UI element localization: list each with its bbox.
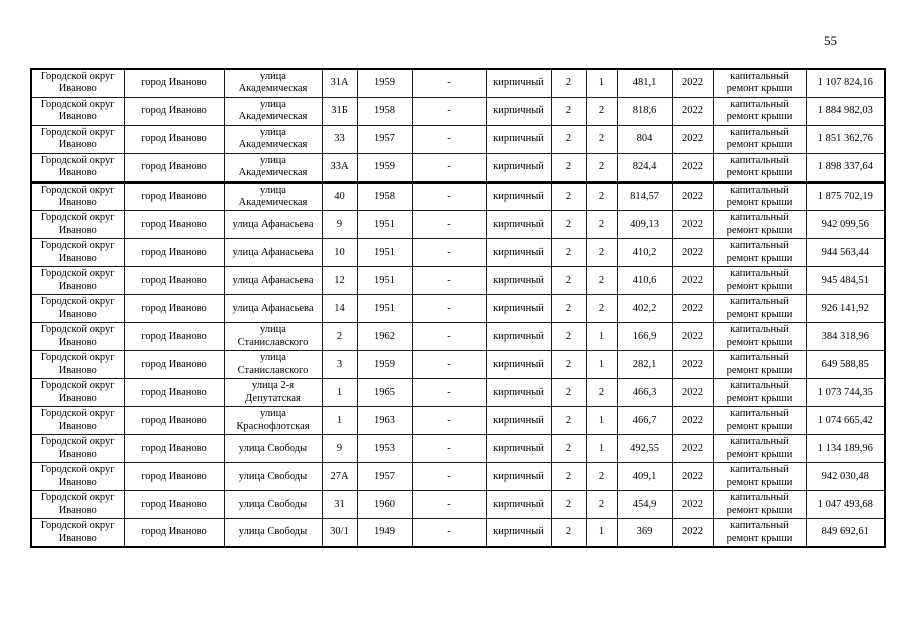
table-cell: 27А <box>322 463 357 491</box>
table-cell: 2 <box>551 97 586 125</box>
table-cell: - <box>412 211 486 239</box>
table-cell: город Иваново <box>124 125 224 153</box>
table-cell: капитальный ремонт крыши <box>713 182 806 211</box>
table-row <box>31 379 885 407</box>
table-cell: кирпичный <box>486 435 551 463</box>
table-cell: капитальный ремонт крыши <box>713 463 806 491</box>
table-cell: улица Академическая <box>224 125 322 153</box>
table-cell: 2 <box>551 323 586 351</box>
table-cell: 40 <box>322 182 357 211</box>
table-cell: 1951 <box>357 239 412 267</box>
table-cell: 1 <box>586 435 617 463</box>
table-cell: улица Свободы <box>224 463 322 491</box>
table-cell: 1951 <box>357 295 412 323</box>
table-cell: кирпичный <box>486 69 551 97</box>
table-cell: улица Афанасьева <box>224 211 322 239</box>
table-cell: капитальный ремонт крыши <box>713 519 806 547</box>
table-cell: 2 <box>586 267 617 295</box>
table-cell: город Иваново <box>124 211 224 239</box>
table-cell: 409,1 <box>617 463 672 491</box>
table-cell: город Иваново <box>124 463 224 491</box>
table-cell: 2022 <box>672 69 713 97</box>
table-row <box>31 435 885 463</box>
table-cell: 2 <box>551 379 586 407</box>
table-cell: улица Академическая <box>224 97 322 125</box>
table-cell: 818,6 <box>617 97 672 125</box>
table-cell: Городской округ Иваново <box>31 239 124 267</box>
table-cell: город Иваново <box>124 69 224 97</box>
table-cell: кирпичный <box>486 267 551 295</box>
table-row <box>31 211 885 239</box>
table-cell: 1 <box>586 519 617 547</box>
table-cell: 33 <box>322 125 357 153</box>
table-cell: 1 851 362,76 <box>806 125 885 153</box>
table-cell: кирпичный <box>486 125 551 153</box>
table-cell: улица Афанасьева <box>224 295 322 323</box>
table-cell: 454,9 <box>617 491 672 519</box>
table-cell: 1 074 665,42 <box>806 407 885 435</box>
table-cell: 2022 <box>672 379 713 407</box>
table-cell: 2 <box>551 211 586 239</box>
table-cell: улица Академическая <box>224 182 322 211</box>
table-cell: 1 073 744,35 <box>806 379 885 407</box>
table-cell: 1 <box>586 351 617 379</box>
table-cell: город Иваново <box>124 97 224 125</box>
table-cell: 31Б <box>322 97 357 125</box>
table-cell: 2022 <box>672 125 713 153</box>
table-cell: - <box>412 267 486 295</box>
table-cell: 942 099,56 <box>806 211 885 239</box>
table-cell: 649 588,85 <box>806 351 885 379</box>
table-cell: город Иваново <box>124 491 224 519</box>
table-cell: город Иваново <box>124 351 224 379</box>
table-cell: капитальный ремонт крыши <box>713 295 806 323</box>
table-cell: 2022 <box>672 295 713 323</box>
table-cell: капитальный ремонт крыши <box>713 69 806 97</box>
table-cell: - <box>412 153 486 182</box>
table-cell: 1958 <box>357 97 412 125</box>
table-cell: 1959 <box>357 69 412 97</box>
table-cell: 1965 <box>357 379 412 407</box>
table-cell: кирпичный <box>486 153 551 182</box>
table-cell: 1957 <box>357 125 412 153</box>
table-cell: 31А <box>322 69 357 97</box>
table-cell: 1 <box>322 407 357 435</box>
table-row <box>31 125 885 153</box>
table-cell: Городской округ Иваново <box>31 153 124 182</box>
table-row <box>31 182 885 211</box>
table-cell: кирпичный <box>486 379 551 407</box>
table-cell: 2 <box>322 323 357 351</box>
page-number: 55 <box>824 33 837 48</box>
table-cell: кирпичный <box>486 407 551 435</box>
table-cell: город Иваново <box>124 519 224 547</box>
table-cell: город Иваново <box>124 323 224 351</box>
table-cell: 2 <box>586 491 617 519</box>
table-cell: 945 484,51 <box>806 267 885 295</box>
table-cell: 466,3 <box>617 379 672 407</box>
table-row <box>31 69 885 97</box>
table-cell: 2 <box>551 519 586 547</box>
table-cell: 2022 <box>672 407 713 435</box>
table-cell: 2022 <box>672 97 713 125</box>
table-cell: город Иваново <box>124 239 224 267</box>
table-cell: капитальный ремонт крыши <box>713 211 806 239</box>
table-cell: Городской округ Иваново <box>31 267 124 295</box>
table-cell: 2 <box>551 267 586 295</box>
table-cell: город Иваново <box>124 267 224 295</box>
table-cell: 492,55 <box>617 435 672 463</box>
table-cell: улица Станиславского <box>224 323 322 351</box>
table-cell: город Иваново <box>124 435 224 463</box>
table-cell: 2 <box>586 463 617 491</box>
table-cell: улица Свободы <box>224 435 322 463</box>
table-cell: 2022 <box>672 463 713 491</box>
table-cell: - <box>412 463 486 491</box>
table-cell: улица Афанасьева <box>224 239 322 267</box>
table-cell: 12 <box>322 267 357 295</box>
table-cell: кирпичный <box>486 295 551 323</box>
table-cell: капитальный ремонт крыши <box>713 323 806 351</box>
table-cell: Городской округ Иваново <box>31 407 124 435</box>
table-cell: 2 <box>551 182 586 211</box>
table-cell: 804 <box>617 125 672 153</box>
table-cell: улица Краснофлотская <box>224 407 322 435</box>
table-cell: - <box>412 125 486 153</box>
table-cell: 2 <box>551 69 586 97</box>
table-cell: 1 134 189,96 <box>806 435 885 463</box>
table-cell: капитальный ремонт крыши <box>713 379 806 407</box>
table-row <box>31 295 885 323</box>
table-cell: 942 030,48 <box>806 463 885 491</box>
table-cell: - <box>412 407 486 435</box>
table-cell: 2 <box>551 351 586 379</box>
table-cell: 2022 <box>672 435 713 463</box>
table-cell: капитальный ремонт крыши <box>713 153 806 182</box>
table-cell: кирпичный <box>486 463 551 491</box>
table-cell: Городской округ Иваново <box>31 491 124 519</box>
table-cell: Городской округ Иваново <box>31 125 124 153</box>
table-cell: 282,1 <box>617 351 672 379</box>
table-cell: 1959 <box>357 153 412 182</box>
table-cell: 1957 <box>357 463 412 491</box>
table-cell: - <box>412 182 486 211</box>
table-cell: 2022 <box>672 153 713 182</box>
table-row <box>31 323 885 351</box>
table-cell: 2 <box>551 153 586 182</box>
table-cell: 384 318,96 <box>806 323 885 351</box>
table-cell: 1951 <box>357 267 412 295</box>
table-cell: 2022 <box>672 351 713 379</box>
table-cell: 402,2 <box>617 295 672 323</box>
table-cell: 9 <box>322 435 357 463</box>
table-cell: 1 875 702,19 <box>806 182 885 211</box>
table-cell: улица Станиславского <box>224 351 322 379</box>
table-cell: - <box>412 379 486 407</box>
table-cell: капитальный ремонт крыши <box>713 351 806 379</box>
table-cell: 1959 <box>357 351 412 379</box>
table-cell: 2022 <box>672 239 713 267</box>
table-cell: 2022 <box>672 491 713 519</box>
table-cell: 2 <box>586 125 617 153</box>
table-cell: 9 <box>322 211 357 239</box>
table-cell: капитальный ремонт крыши <box>713 97 806 125</box>
table-cell: кирпичный <box>486 182 551 211</box>
table-cell: 2 <box>586 239 617 267</box>
table-cell: 410,6 <box>617 267 672 295</box>
table-cell: 2022 <box>672 519 713 547</box>
table-cell: 2 <box>551 435 586 463</box>
table-row <box>31 407 885 435</box>
table-cell: 30/1 <box>322 519 357 547</box>
table-cell: улица Свободы <box>224 519 322 547</box>
table-cell: капитальный ремонт крыши <box>713 125 806 153</box>
table-cell: 3 <box>322 351 357 379</box>
table-cell: кирпичный <box>486 323 551 351</box>
table-cell: 481,1 <box>617 69 672 97</box>
table-cell: Городской округ Иваново <box>31 295 124 323</box>
table-cell: кирпичный <box>486 491 551 519</box>
table-cell: 1960 <box>357 491 412 519</box>
table-cell: 2022 <box>672 182 713 211</box>
table-cell: 926 141,92 <box>806 295 885 323</box>
table-cell: Городской округ Иваново <box>31 97 124 125</box>
table-cell: - <box>412 239 486 267</box>
table-cell: 1 107 824,16 <box>806 69 885 97</box>
table-cell: Городской округ Иваново <box>31 435 124 463</box>
table-cell: 1953 <box>357 435 412 463</box>
table-cell: 944 563,44 <box>806 239 885 267</box>
table-cell: 1 884 982,03 <box>806 97 885 125</box>
table-cell: 2 <box>586 182 617 211</box>
table-cell: 2022 <box>672 211 713 239</box>
table-cell: город Иваново <box>124 295 224 323</box>
table-row <box>31 463 885 491</box>
table-cell: Городской округ Иваново <box>31 69 124 97</box>
table-cell: 409,13 <box>617 211 672 239</box>
table-cell: 466,7 <box>617 407 672 435</box>
table-cell: 31 <box>322 491 357 519</box>
table-body <box>31 69 885 547</box>
table-cell: 1963 <box>357 407 412 435</box>
table-cell: улица Академическая <box>224 69 322 97</box>
table-cell: - <box>412 69 486 97</box>
table-row <box>31 153 885 182</box>
table-cell: 824,4 <box>617 153 672 182</box>
table-cell: капитальный ремонт крыши <box>713 435 806 463</box>
table-cell: улица Свободы <box>224 491 322 519</box>
table-cell: 1951 <box>357 211 412 239</box>
table-cell: Городской округ Иваново <box>31 211 124 239</box>
table-cell: 410,2 <box>617 239 672 267</box>
table-cell: капитальный ремонт крыши <box>713 267 806 295</box>
table-cell: 1 047 493,68 <box>806 491 885 519</box>
table-row <box>31 491 885 519</box>
table-cell: капитальный ремонт крыши <box>713 407 806 435</box>
table-cell: 2 <box>586 211 617 239</box>
table-cell: - <box>412 351 486 379</box>
table-cell: 1 <box>586 407 617 435</box>
table-cell: город Иваново <box>124 407 224 435</box>
table-row <box>31 267 885 295</box>
table-cell: 1 <box>322 379 357 407</box>
table-cell: улица Академическая <box>224 153 322 182</box>
table-cell: 2 <box>551 407 586 435</box>
table-cell: Городской округ Иваново <box>31 323 124 351</box>
table-row <box>31 97 885 125</box>
table-cell: 1 898 337,64 <box>806 153 885 182</box>
table-cell: Городской округ Иваново <box>31 379 124 407</box>
table-cell: - <box>412 491 486 519</box>
table-cell: улица Афанасьева <box>224 267 322 295</box>
table-cell: город Иваново <box>124 153 224 182</box>
table-cell: кирпичный <box>486 97 551 125</box>
table-cell: - <box>412 323 486 351</box>
table-cell: 10 <box>322 239 357 267</box>
table-cell: Городской округ Иваново <box>31 351 124 379</box>
table-cell: город Иваново <box>124 182 224 211</box>
table-cell: улица 2-я Депутатская <box>224 379 322 407</box>
table-cell: 2022 <box>672 323 713 351</box>
table-row <box>31 519 885 547</box>
table-cell: 1 <box>586 323 617 351</box>
table-row <box>31 351 885 379</box>
table-cell: кирпичный <box>486 239 551 267</box>
table-cell: город Иваново <box>124 379 224 407</box>
table-cell: 2 <box>551 491 586 519</box>
table-cell: кирпичный <box>486 519 551 547</box>
table-cell: Городской округ Иваново <box>31 463 124 491</box>
table-cell: 2 <box>586 379 617 407</box>
table-cell: 2022 <box>672 267 713 295</box>
table-cell: 166,9 <box>617 323 672 351</box>
table-cell: 849 692,61 <box>806 519 885 547</box>
table-cell: 2 <box>551 125 586 153</box>
table-cell: кирпичный <box>486 211 551 239</box>
table-cell: 1 <box>586 69 617 97</box>
table-cell: 1958 <box>357 182 412 211</box>
table-cell: - <box>412 295 486 323</box>
table-cell: 369 <box>617 519 672 547</box>
table-cell: 2 <box>551 295 586 323</box>
table-row <box>31 239 885 267</box>
table-cell: 14 <box>322 295 357 323</box>
table-cell: - <box>412 435 486 463</box>
table-cell: Городской округ Иваново <box>31 519 124 547</box>
table-cell: - <box>412 97 486 125</box>
table-cell: капитальный ремонт крыши <box>713 239 806 267</box>
table-cell: 1962 <box>357 323 412 351</box>
table-cell: Городской округ Иваново <box>31 182 124 211</box>
capital-repair-table <box>30 68 886 548</box>
table-cell: 2 <box>586 97 617 125</box>
table-cell: 2 <box>586 153 617 182</box>
table-cell: 2 <box>551 239 586 267</box>
table-cell: капитальный ремонт крыши <box>713 491 806 519</box>
table-cell: - <box>412 519 486 547</box>
table-cell: кирпичный <box>486 351 551 379</box>
table-cell: 2 <box>551 463 586 491</box>
table-cell: 1949 <box>357 519 412 547</box>
table-cell: 814,57 <box>617 182 672 211</box>
table-cell: 2 <box>586 295 617 323</box>
table-cell: 33А <box>322 153 357 182</box>
